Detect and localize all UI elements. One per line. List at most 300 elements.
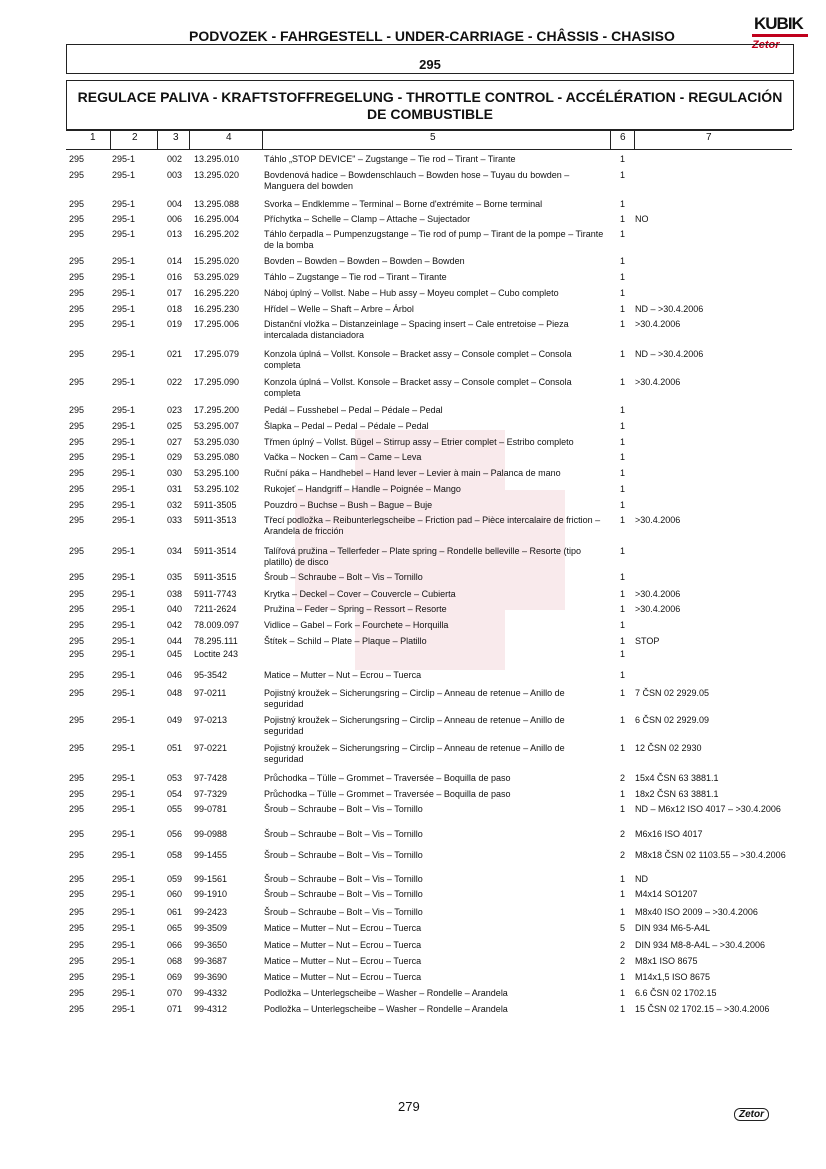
cell-c5: Ruční páka – Handhebel – Hand lever – Levier à main – Palanca de mano — [264, 468, 561, 478]
cell-c6: 1 — [620, 804, 626, 814]
cell-c2: 295-1 — [112, 804, 136, 814]
cell-c7: 7 ČSN 02 2929.05 — [635, 688, 710, 698]
cell-c4: 99-2423 — [194, 907, 228, 917]
cell-c2: 295-1 — [112, 670, 136, 680]
cell-c1: 295 — [69, 923, 85, 933]
cell-c2: 295-1 — [112, 636, 136, 646]
cell-c3: 029 — [167, 452, 183, 462]
cell-c6: 1 — [620, 743, 626, 753]
cell-c5: Podložka – Unterlegscheibe – Washer – Rondelle – Arandela — [264, 1004, 508, 1014]
cell-c4: 95-3542 — [194, 670, 228, 680]
cell-c2: 295-1 — [112, 572, 136, 582]
cell-c5: Náboj úplný – Vollst. Nabe – Hub assy – Moyeu complet – Cubo completo — [264, 288, 559, 298]
cell-c5: Matice – Mutter – Nut – Ecrou – Tuerca — [264, 972, 422, 982]
cell-c2: 295-1 — [112, 889, 136, 899]
cell-c5: Hřídel – Welle – Shaft – Arbre – Árbol — [264, 304, 414, 314]
cell-c1: 295 — [69, 199, 85, 209]
cell-c1: 295 — [69, 773, 85, 783]
cell-c4: 53.295.007 — [194, 421, 240, 431]
cell-c6: 1 — [620, 256, 626, 266]
cell-c3: 021 — [167, 349, 183, 359]
column-header-5: 5 — [430, 132, 436, 143]
cell-c5: Pouzdro – Buchse – Bush – Bague – Buje — [264, 500, 433, 510]
cell-c6: 1 — [620, 789, 626, 799]
cell-c2: 295-1 — [112, 923, 136, 933]
cell-c2: 295-1 — [112, 589, 136, 599]
cell-c2: 295-1 — [112, 377, 136, 387]
cell-c3: 034 — [167, 546, 183, 556]
cell-c5: Třmen úplný – Vollst. Bügel – Stirrup assy – Etrier complet – Estribo completo — [264, 437, 574, 447]
cell-c7: ND – M6x12 ISO 4017 – >30.4.2006 — [635, 804, 781, 814]
cell-c6: 1 — [620, 421, 626, 431]
cell-c2: 295-1 — [112, 715, 136, 725]
cell-c3: 045 — [167, 649, 183, 659]
cell-c2: 295-1 — [112, 421, 136, 431]
cell-c2: 295-1 — [112, 907, 136, 917]
cell-c3: 003 — [167, 170, 183, 180]
cell-c3: 004 — [167, 199, 183, 209]
cell-c3: 066 — [167, 940, 183, 950]
cell-c7: M8x1 ISO 8675 — [635, 956, 698, 966]
cell-c2: 295-1 — [112, 956, 136, 966]
cell-c3: 032 — [167, 500, 183, 510]
cell-c4: 15.295.020 — [194, 256, 240, 266]
cell-c3: 044 — [167, 636, 183, 646]
cell-c4: 99-3687 — [194, 956, 228, 966]
cell-c1: 295 — [69, 154, 85, 164]
column-divider — [610, 130, 611, 150]
column-header-1: 1 — [90, 132, 96, 143]
cell-c1: 295 — [69, 620, 85, 630]
cell-c5: Šroub – Schraube – Bolt – Vis – Tornillo — [264, 850, 423, 860]
cell-c7: M8x18 ČSN 02 1103.55 – >30.4.2006 — [635, 850, 786, 860]
cell-c5: Distanční vložka – Distanzeinlage – Spacing insert – Cale entretoise – Pieza intercalada distanciadora — [264, 319, 569, 340]
cell-c4: 53.295.100 — [194, 468, 240, 478]
cell-c3: 049 — [167, 715, 183, 725]
cell-c5: Šroub – Schraube – Bolt – Vis – Tornillo — [264, 572, 423, 582]
cell-c3: 058 — [167, 850, 183, 860]
cell-c5: Šlapka – Pedal – Pedal – Pédale – Pedal — [264, 421, 429, 431]
logo-subtext: Zetor — [752, 39, 780, 51]
cell-c1: 295 — [69, 743, 85, 753]
cell-c6: 1 — [620, 214, 626, 224]
cell-c5: Šroub – Schraube – Bolt – Vis – Tornillo — [264, 907, 423, 917]
cell-c2: 295-1 — [112, 452, 136, 462]
cell-c4: 78.009.097 — [194, 620, 240, 630]
cell-c1: 295 — [69, 515, 85, 525]
cell-c4: 16.295.004 — [194, 214, 240, 224]
cell-c5: Táhlo čerpadla – Pumpenzugstange – Tie rod of pump – Tirant de la pompe – Tirante de la bomba — [264, 229, 604, 250]
cell-c5: Šroub – Schraube – Bolt – Vis – Tornillo — [264, 804, 423, 814]
column-divider — [189, 130, 190, 150]
cell-c4: 99-0988 — [194, 829, 228, 839]
cell-c4: 17.295.200 — [194, 405, 240, 415]
cell-c3: 051 — [167, 743, 183, 753]
cell-c3: 059 — [167, 874, 183, 884]
cell-c4: 5911-3505 — [194, 500, 237, 510]
cell-c5: Šroub – Schraube – Bolt – Vis – Tornillo — [264, 874, 423, 884]
cell-c4: 5911-3515 — [194, 572, 237, 582]
cell-c4: 97-0221 — [194, 743, 228, 753]
cell-c4: 53.295.029 — [194, 272, 240, 282]
cell-c6: 1 — [620, 272, 626, 282]
group-title-line2: DE COMBUSTIBLE — [367, 106, 493, 122]
cell-c3: 018 — [167, 304, 183, 314]
cell-c1: 295 — [69, 670, 85, 680]
cell-c4: 5911-3514 — [194, 546, 237, 556]
cell-c7: M6x16 ISO 4017 — [635, 829, 703, 839]
cell-c4: 99-3509 — [194, 923, 228, 933]
cell-c4: 13.295.088 — [194, 199, 240, 209]
cell-c2: 295-1 — [112, 874, 136, 884]
cell-c4: 97-0213 — [194, 715, 228, 725]
cell-c7: >30.4.2006 — [635, 604, 681, 614]
cell-c2: 295-1 — [112, 437, 136, 447]
cell-c1: 295 — [69, 405, 85, 415]
cell-c4: 17.295.006 — [194, 319, 240, 329]
cell-c4: 99-1455 — [194, 850, 228, 860]
cell-c4: 97-0211 — [194, 688, 227, 698]
cell-c1: 295 — [69, 288, 85, 298]
group-title-box — [66, 80, 794, 130]
cell-c2: 295-1 — [112, 1004, 136, 1014]
cell-c6: 2 — [620, 829, 626, 839]
cell-c3: 068 — [167, 956, 183, 966]
column-divider — [634, 130, 635, 150]
cell-c6: 1 — [620, 874, 626, 884]
cell-c2: 295-1 — [112, 272, 136, 282]
cell-c4: 5911-3513 — [194, 515, 237, 525]
column-divider — [262, 130, 263, 150]
cell-c3: 056 — [167, 829, 183, 839]
cell-c7: 6.6 ČSN 02 1702.15 — [635, 988, 717, 998]
cell-c3: 060 — [167, 889, 183, 899]
cell-c4: 16.295.230 — [194, 304, 240, 314]
cell-c6: 1 — [620, 405, 626, 415]
cell-c7: ND – >30.4.2006 — [635, 349, 704, 359]
cell-c2: 295-1 — [112, 256, 136, 266]
cell-c3: 040 — [167, 604, 183, 614]
cell-c2: 295-1 — [112, 850, 136, 860]
cell-c2: 295-1 — [112, 500, 136, 510]
cell-c6: 1 — [620, 437, 626, 447]
cell-c3: 017 — [167, 288, 183, 298]
cell-c6: 1 — [620, 349, 626, 359]
cell-c1: 295 — [69, 889, 85, 899]
cell-c2: 295-1 — [112, 319, 136, 329]
cell-c4: 99-0781 — [194, 804, 228, 814]
cell-c5: Konzola úplná – Vollst. Konsole – Bracket assy – Console complet – Consola completa — [264, 377, 572, 398]
cell-c5: Pojistný kroužek – Sicherungsring – Circlip – Anneau de retenue – Anillo de seguridad — [264, 743, 565, 764]
cell-c4: 16.295.202 — [194, 229, 240, 239]
cell-c1: 295 — [69, 972, 85, 982]
cell-c5: Bovdenová hadice – Bowdenschlauch – Bowden hose – Tuyau du bowden – Manguera del bowden — [264, 170, 570, 191]
cell-c2: 295-1 — [112, 154, 136, 164]
cell-c6: 1 — [620, 319, 626, 329]
cell-c3: 055 — [167, 804, 183, 814]
cell-c7: M8x40 ISO 2009 – >30.4.2006 — [635, 907, 758, 917]
cell-c6: 1 — [620, 649, 626, 659]
cell-c2: 295-1 — [112, 649, 136, 659]
cell-c3: 061 — [167, 907, 183, 917]
cell-c6: 2 — [620, 773, 626, 783]
cell-c7: 15 ČSN 02 1702.15 – >30.4.2006 — [635, 1004, 770, 1014]
cell-c2: 295-1 — [112, 972, 136, 982]
cell-c2: 295-1 — [112, 405, 136, 415]
cell-c5: Pedál – Fusshebel – Pedal – Pédale – Pedal — [264, 405, 443, 415]
cell-c1: 295 — [69, 170, 85, 180]
cell-c4: 99-4312 — [194, 1004, 228, 1014]
cell-c5: Příchytka – Schelle – Clamp – Attache – Sujectador — [264, 214, 471, 224]
cell-c3: 016 — [167, 272, 183, 282]
cell-c1: 295 — [69, 214, 85, 224]
cell-c7: >30.4.2006 — [635, 515, 681, 525]
cell-c5: Krytka – Deckel – Cover – Couvercle – Cubierta — [264, 589, 456, 599]
cell-c4: 99-3690 — [194, 972, 228, 982]
column-header-2: 2 — [132, 132, 138, 143]
cell-c5: Vačka – Nocken – Cam – Came – Leva — [264, 452, 422, 462]
cell-c5: Konzola úplná – Vollst. Konsole – Bracket assy – Console complet – Consola completa — [264, 349, 572, 370]
cell-c7: STOP — [635, 636, 660, 646]
cell-c6: 1 — [620, 154, 626, 164]
cell-c5: Matice – Mutter – Nut – Ecrou – Tuerca — [264, 940, 422, 950]
cell-c1: 295 — [69, 468, 85, 478]
cell-c1: 295 — [69, 956, 85, 966]
cell-c1: 295 — [69, 437, 85, 447]
cell-c6: 1 — [620, 988, 626, 998]
cell-c7: 12 ČSN 02 2930 — [635, 743, 702, 753]
cell-c3: 046 — [167, 670, 183, 680]
cell-c1: 295 — [69, 829, 85, 839]
cell-c4: 53.295.102 — [194, 484, 240, 494]
cell-c6: 1 — [620, 972, 626, 982]
cell-c6: 1 — [620, 715, 626, 725]
cell-c7: NO — [635, 214, 649, 224]
column-header-row — [66, 130, 792, 150]
cell-c5: Matice – Mutter – Nut – Ecrou – Tuerca — [264, 670, 422, 680]
page-number: 279 — [398, 1099, 420, 1114]
cell-c1: 295 — [69, 636, 85, 646]
cell-c2: 295-1 — [112, 789, 136, 799]
cell-c3: 071 — [167, 1004, 183, 1014]
cell-c5: Svorka – Endklemme – Terminal – Borne d'extrémite – Borne terminal — [264, 199, 543, 209]
logo-text: KUBIK — [752, 14, 808, 37]
cell-c2: 295-1 — [112, 988, 136, 998]
cell-c3: 069 — [167, 972, 183, 982]
cell-c6: 1 — [620, 304, 626, 314]
cell-c1: 295 — [69, 688, 85, 698]
cell-c2: 295-1 — [112, 170, 136, 180]
cell-c1: 295 — [69, 789, 85, 799]
cell-c2: 295-1 — [112, 773, 136, 783]
section-box — [66, 44, 794, 74]
cell-c1: 295 — [69, 304, 85, 314]
cell-c5: Táhlo – Zugstange – Tie rod – Tirant – Tirante — [264, 272, 447, 282]
cell-c4: 17.295.090 — [194, 377, 240, 387]
cell-c7: M4x14 SO1207 — [635, 889, 698, 899]
cell-c4: 97-7329 — [194, 789, 228, 799]
cell-c6: 1 — [620, 170, 626, 180]
cell-c6: 2 — [620, 940, 626, 950]
cell-c1: 295 — [69, 452, 85, 462]
cell-c3: 031 — [167, 484, 183, 494]
cell-c1: 295 — [69, 907, 85, 917]
cell-c2: 295-1 — [112, 604, 136, 614]
cell-c1: 295 — [69, 850, 85, 860]
cell-c3: 038 — [167, 589, 183, 599]
cell-c1: 295 — [69, 500, 85, 510]
cell-c4: 99-1910 — [194, 889, 228, 899]
cell-c4: Loctite 243 — [194, 649, 239, 659]
cell-c2: 295-1 — [112, 349, 136, 359]
cell-c1: 295 — [69, 272, 85, 282]
cell-c6: 1 — [620, 1004, 626, 1014]
cell-c7: DIN 934 M6-5-A4L — [635, 923, 711, 933]
column-header-3: 3 — [173, 132, 179, 143]
cell-c1: 295 — [69, 604, 85, 614]
cell-c5: Bovden – Bowden – Bowden – Bowden – Bowden — [264, 256, 465, 266]
column-divider — [110, 130, 111, 150]
cell-c5: Šroub – Schraube – Bolt – Vis – Tornillo — [264, 829, 423, 839]
cell-c6: 1 — [620, 572, 626, 582]
cell-c3: 065 — [167, 923, 183, 933]
cell-c7: ND – >30.4.2006 — [635, 304, 704, 314]
cell-c7: >30.4.2006 — [635, 589, 681, 599]
cell-c2: 295-1 — [112, 229, 136, 239]
cell-c5: Pružina – Feder – Spring – Ressort – Resorte — [264, 604, 447, 614]
cell-c3: 033 — [167, 515, 183, 525]
cell-c3: 042 — [167, 620, 183, 630]
cell-c4: 97-7428 — [194, 773, 228, 783]
cell-c6: 1 — [620, 377, 626, 387]
cell-c7: 15x4 ČSN 63 3881.1 — [635, 773, 719, 783]
cell-c4: 13.295.010 — [194, 154, 240, 164]
cell-c4: 99-3650 — [194, 940, 228, 950]
cell-c4: 17.295.079 — [194, 349, 240, 359]
cell-c4: 99-4332 — [194, 988, 228, 998]
cell-c2: 295-1 — [112, 546, 136, 556]
cell-c3: 027 — [167, 437, 183, 447]
cell-c7: >30.4.2006 — [635, 319, 681, 329]
cell-c4: 99-1561 — [194, 874, 228, 884]
cell-c6: 1 — [620, 452, 626, 462]
cell-c4: 5911-7743 — [194, 589, 237, 599]
cell-c7: 18x2 ČSN 63 3881.1 — [635, 789, 719, 799]
column-divider — [157, 130, 158, 150]
cell-c4: 13.295.020 — [194, 170, 240, 180]
cell-c6: 1 — [620, 229, 626, 239]
cell-c3: 019 — [167, 319, 183, 329]
cell-c5: Průchodka – Tülle – Grommet – Traversée – Boquilla de paso — [264, 773, 511, 783]
cell-c2: 295-1 — [112, 940, 136, 950]
cell-c1: 295 — [69, 988, 85, 998]
cell-c1: 295 — [69, 484, 85, 494]
section-number: 295 — [419, 57, 441, 72]
cell-c1: 295 — [69, 349, 85, 359]
cell-c1: 295 — [69, 940, 85, 950]
cell-c2: 295-1 — [112, 214, 136, 224]
cell-c4: 53.295.080 — [194, 452, 240, 462]
cell-c3: 025 — [167, 421, 183, 431]
cell-c3: 030 — [167, 468, 183, 478]
cell-c3: 006 — [167, 214, 183, 224]
cell-c1: 295 — [69, 572, 85, 582]
cell-c6: 2 — [620, 850, 626, 860]
cell-c3: 013 — [167, 229, 183, 239]
cell-c1: 295 — [69, 589, 85, 599]
cell-c1: 295 — [69, 804, 85, 814]
cell-c3: 070 — [167, 988, 183, 998]
cell-c1: 295 — [69, 377, 85, 387]
cell-c6: 1 — [620, 515, 626, 525]
group-title-line1: REGULACE PALIVA - KRAFTSTOFFREGELUNG - THROTTLE CONTROL - ACCÉLÉRATION - REGULACIÓN — [77, 89, 783, 105]
cell-c2: 295-1 — [112, 688, 136, 698]
cell-c3: 014 — [167, 256, 183, 266]
cell-c6: 1 — [620, 288, 626, 298]
cell-c3: 054 — [167, 789, 183, 799]
cell-c5: Štítek – Schild – Plate – Plaque – Platillo — [264, 636, 427, 646]
cell-c3: 023 — [167, 405, 183, 415]
cell-c1: 295 — [69, 546, 85, 556]
cell-c2: 295-1 — [112, 199, 136, 209]
cell-c2: 295-1 — [112, 515, 136, 525]
cell-c1: 295 — [69, 256, 85, 266]
cell-c2: 295-1 — [112, 620, 136, 630]
cell-c6: 1 — [620, 688, 626, 698]
cell-c5: Matice – Mutter – Nut – Ecrou – Tuerca — [264, 956, 422, 966]
cell-c6: 1 — [620, 620, 626, 630]
cell-c1: 295 — [69, 715, 85, 725]
cell-c5: Šroub – Schraube – Bolt – Vis – Tornillo — [264, 889, 423, 899]
cell-c7: 6 ČSN 02 2929.09 — [635, 715, 710, 725]
cell-c7: DIN 934 M8-8-A4L – >30.4.2006 — [635, 940, 765, 950]
cell-c2: 295-1 — [112, 743, 136, 753]
cell-c7: >30.4.2006 — [635, 377, 681, 387]
cell-c7: ND — [635, 874, 648, 884]
cell-c3: 053 — [167, 773, 183, 783]
cell-c4: 53.295.030 — [194, 437, 240, 447]
column-header-6: 6 — [620, 132, 626, 143]
catalog-title: PODVOZEK - FAHRGESTELL - UNDER-CARRIAGE - CHÂSSIS - CHASISO — [189, 28, 675, 44]
cell-c6: 1 — [620, 889, 626, 899]
cell-c2: 295-1 — [112, 829, 136, 839]
cell-c4: 7211-2624 — [194, 604, 237, 614]
cell-c3: 002 — [167, 154, 183, 164]
cell-c6: 1 — [620, 546, 626, 556]
cell-c1: 295 — [69, 1004, 85, 1014]
cell-c5: Průchodka – Tülle – Grommet – Traversée – Boquilla de paso — [264, 789, 511, 799]
cell-c5: Pojistný kroužek – Sicherungsring – Circlip – Anneau de retenue – Anillo de seguridad — [264, 688, 565, 709]
cell-c6: 2 — [620, 956, 626, 966]
cell-c4: 16.295.220 — [194, 288, 240, 298]
cell-c6: 1 — [620, 604, 626, 614]
cell-c2: 295-1 — [112, 484, 136, 494]
cell-c5: Vidlice – Gabel – Fork – Fourchete – Horquilla — [264, 620, 449, 630]
cell-c7: M14x1,5 ISO 8675 — [635, 972, 711, 982]
column-header-4: 4 — [226, 132, 232, 143]
group-title — [71, 89, 789, 123]
cell-c1: 295 — [69, 421, 85, 431]
cell-c6: 1 — [620, 636, 626, 646]
cell-c1: 295 — [69, 319, 85, 329]
cell-c2: 295-1 — [112, 304, 136, 314]
cell-c3: 035 — [167, 572, 183, 582]
footer-zetor-logo: Zetor — [734, 1108, 769, 1121]
cell-c4: 78.295.111 — [194, 636, 238, 646]
cell-c5: Talířová pružina – Tellerfeder – Plate spring – Rondelle belleville – Resorte (tipo platillo) de disco — [264, 546, 582, 567]
cell-c1: 295 — [69, 229, 85, 239]
cell-c6: 1 — [620, 907, 626, 917]
